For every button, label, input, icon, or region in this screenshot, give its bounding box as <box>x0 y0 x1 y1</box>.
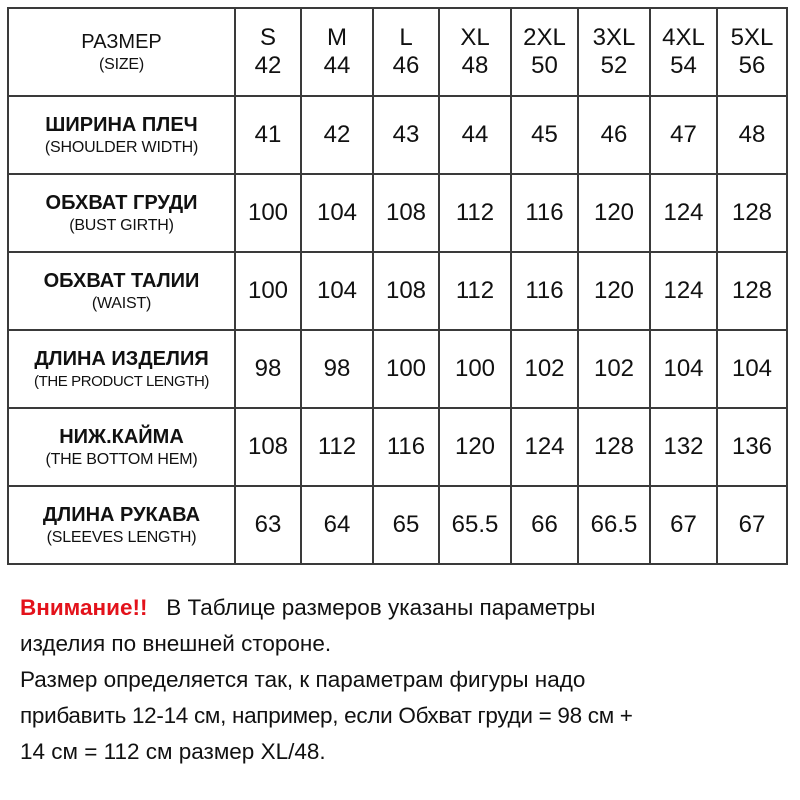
value-cell: 128 <box>717 174 787 252</box>
warning-label: Внимание!! <box>20 595 148 620</box>
notice-line: изделия по внешней стороне. <box>20 631 332 656</box>
size-letter: 4XL <box>662 24 705 51</box>
size-header-cell <box>578 8 650 96</box>
size-header-cell <box>235 8 301 96</box>
row-label: НИЖ.КАЙМА <box>59 426 184 448</box>
size-header-label-cell <box>8 8 235 96</box>
measurement-row-product-length <box>8 330 787 408</box>
value-cell: 112 <box>439 252 511 330</box>
value-cell: 66.5 <box>578 486 650 564</box>
value-cell: 108 <box>235 408 301 486</box>
notice-line: Размер определяется так, к параметрам фигуры надо <box>20 667 586 692</box>
row-label: ОБХВАТ ГРУДИ <box>45 192 198 214</box>
value-cell: 100 <box>235 174 301 252</box>
row-label-cell <box>8 486 235 564</box>
value-cell: 64 <box>301 486 373 564</box>
value-cell: 104 <box>650 330 717 408</box>
size-notice <box>20 590 795 770</box>
size-header-row <box>8 8 787 96</box>
measurement-row-sleeves-length <box>8 486 787 564</box>
value-cell: 104 <box>301 174 373 252</box>
value-cell: 124 <box>650 174 717 252</box>
value-cell: 108 <box>373 252 439 330</box>
value-cell: 63 <box>235 486 301 564</box>
value-cell: 136 <box>717 408 787 486</box>
size-chart-table <box>7 7 788 565</box>
size-header-cell <box>439 8 511 96</box>
row-label: ОБХВАТ ТАЛИИ <box>43 270 200 292</box>
size-letter: M <box>327 24 347 51</box>
value-cell: 100 <box>373 330 439 408</box>
value-cell: 112 <box>301 408 373 486</box>
size-header-cell <box>650 8 717 96</box>
value-cell: 116 <box>511 252 578 330</box>
size-letter: L <box>399 24 413 51</box>
value-cell: 41 <box>235 96 301 174</box>
value-cell: 67 <box>717 486 787 564</box>
row-label: ШИРИНА ПЛЕЧ <box>45 114 198 136</box>
size-header-cell <box>511 8 578 96</box>
value-cell: 102 <box>511 330 578 408</box>
value-cell: 43 <box>373 96 439 174</box>
size-letter: XL <box>460 24 490 51</box>
value-cell: 116 <box>511 174 578 252</box>
row-label-cell <box>8 252 235 330</box>
value-cell: 42 <box>301 96 373 174</box>
row-label-cell <box>8 330 235 408</box>
value-cell: 46 <box>578 96 650 174</box>
row-label: ДЛИНА РУКАВА <box>42 504 201 526</box>
size-number: 46 <box>392 52 420 79</box>
value-cell: 120 <box>439 408 511 486</box>
notice-line <box>20 590 795 626</box>
value-cell: 128 <box>578 408 650 486</box>
size-letter: 3XL <box>592 24 636 51</box>
size-letter: 2XL <box>523 24 566 51</box>
size-header-cell <box>717 8 787 96</box>
size-label: РАЗМЕР <box>81 31 162 53</box>
measurement-row-bottom-hem <box>8 408 787 486</box>
row-sublabel: (SHOULDER WIDTH) <box>44 139 199 156</box>
value-cell: 45 <box>511 96 578 174</box>
value-cell: 108 <box>373 174 439 252</box>
size-letter: S <box>259 24 276 51</box>
size-number: 44 <box>323 52 351 79</box>
value-cell: 98 <box>235 330 301 408</box>
size-number: 54 <box>670 52 697 79</box>
measurement-row-bust-girth <box>8 174 787 252</box>
value-cell: 112 <box>439 174 511 252</box>
row-label-cell <box>8 408 235 486</box>
value-cell: 104 <box>301 252 373 330</box>
value-cell: 47 <box>650 96 717 174</box>
value-cell: 65 <box>373 486 439 564</box>
notice-text: В Таблице размеров указаны параметры <box>166 595 596 620</box>
row-label: ДЛИНА ИЗДЕЛИЯ <box>34 348 209 370</box>
size-number: 56 <box>738 52 766 79</box>
value-cell: 102 <box>578 330 650 408</box>
value-cell: 128 <box>717 252 787 330</box>
value-cell: 65.5 <box>439 486 511 564</box>
value-cell: 120 <box>578 174 650 252</box>
value-cell: 44 <box>439 96 511 174</box>
value-cell: 132 <box>650 408 717 486</box>
value-cell: 98 <box>301 330 373 408</box>
notice-line: прибавить 12-14 см, например, если Обхват груди = 98 см + <box>20 703 633 728</box>
size-number: 48 <box>461 52 489 79</box>
size-number: 50 <box>531 52 558 79</box>
row-label-cell <box>8 96 235 174</box>
value-cell: 100 <box>439 330 511 408</box>
value-cell: 104 <box>717 330 787 408</box>
size-number: 52 <box>600 52 628 79</box>
value-cell: 124 <box>650 252 717 330</box>
size-header-cell <box>373 8 439 96</box>
row-sublabel: (SLEEVES LENGTH) <box>46 529 197 546</box>
value-cell: 100 <box>235 252 301 330</box>
size-sublabel: (SIZE) <box>98 56 145 73</box>
row-sublabel: (BUST GIRTH) <box>69 217 174 234</box>
value-cell: 48 <box>717 96 787 174</box>
value-cell: 124 <box>511 408 578 486</box>
row-sublabel: (THE BOTTOM HEM) <box>45 451 198 468</box>
value-cell: 120 <box>578 252 650 330</box>
value-cell: 67 <box>650 486 717 564</box>
measurement-row-shoulder-width <box>8 96 787 174</box>
row-label-cell <box>8 174 235 252</box>
row-sublabel: (THE PRODUCT LENGTH) <box>33 373 210 390</box>
size-letter: 5XL <box>730 24 774 51</box>
measurement-row-waist <box>8 252 787 330</box>
size-header-cell <box>301 8 373 96</box>
value-cell: 66 <box>511 486 578 564</box>
row-sublabel: (WAIST) <box>91 295 152 312</box>
notice-line: 14 см = 112 см размер XL/48. <box>20 739 326 764</box>
value-cell: 116 <box>373 408 439 486</box>
size-number: 42 <box>254 52 282 79</box>
